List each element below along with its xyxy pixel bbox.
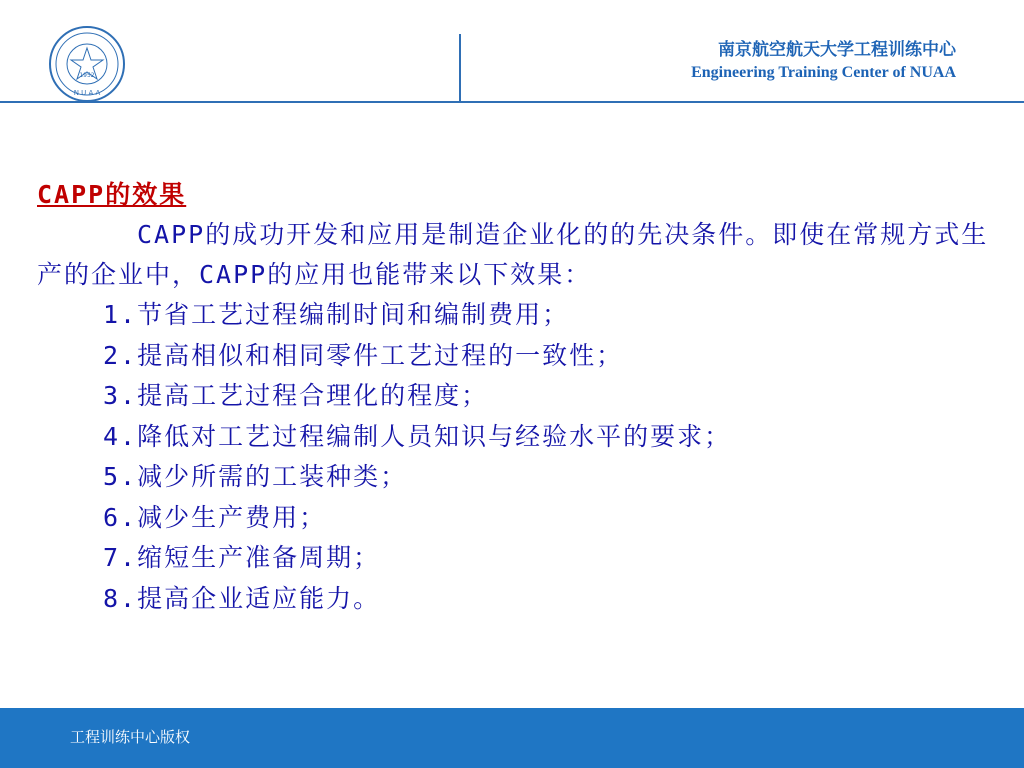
list-item: 4.降低对工艺过程编制人员知识与经验水平的要求； bbox=[103, 421, 732, 451]
org-name-cn: 南京航空航天大学工程训练中心 bbox=[718, 40, 956, 60]
header-divider-vertical bbox=[459, 34, 461, 102]
list-item: 7.缩短生产准备周期； bbox=[103, 543, 381, 572]
slide-body bbox=[37, 175, 997, 619]
footer-copyright: 工程训练中心版权 bbox=[70, 728, 191, 746]
list-item: 6.减少生产费用； bbox=[103, 502, 327, 532]
list-item: 3.提高工艺过程合理化的程度； bbox=[103, 381, 489, 410]
list-item: 5.减少所需的工装种类； bbox=[103, 462, 408, 491]
section-title: CAPP的效果 bbox=[37, 180, 187, 209]
seal-year: 1952 bbox=[79, 72, 95, 79]
org-name-block bbox=[691, 38, 956, 84]
header-divider-horizontal bbox=[0, 101, 1024, 103]
seal-letters: N U A A bbox=[73, 89, 101, 97]
nuaa-seal-icon bbox=[47, 24, 127, 104]
intro-paragraph bbox=[37, 215, 997, 295]
list-item: 1.节省工艺过程编制时间和编制费用； bbox=[103, 300, 570, 329]
org-name-en: Engineering Training Center of NUAA bbox=[691, 64, 956, 81]
effects-list bbox=[37, 295, 997, 619]
footer-bar bbox=[0, 708, 1024, 768]
slide-header bbox=[0, 0, 1024, 104]
intro-text: CAPP的成功开发和应用是制造企业化的的先决条件。即使在常规方式生产的企业中，CAPP的应用也能带来以下效果： bbox=[37, 220, 989, 289]
list-item: 2.提高相似和相同零件工艺过程的一致性； bbox=[103, 340, 624, 370]
list-item: 8.提高企业适应能力。 bbox=[103, 583, 381, 613]
